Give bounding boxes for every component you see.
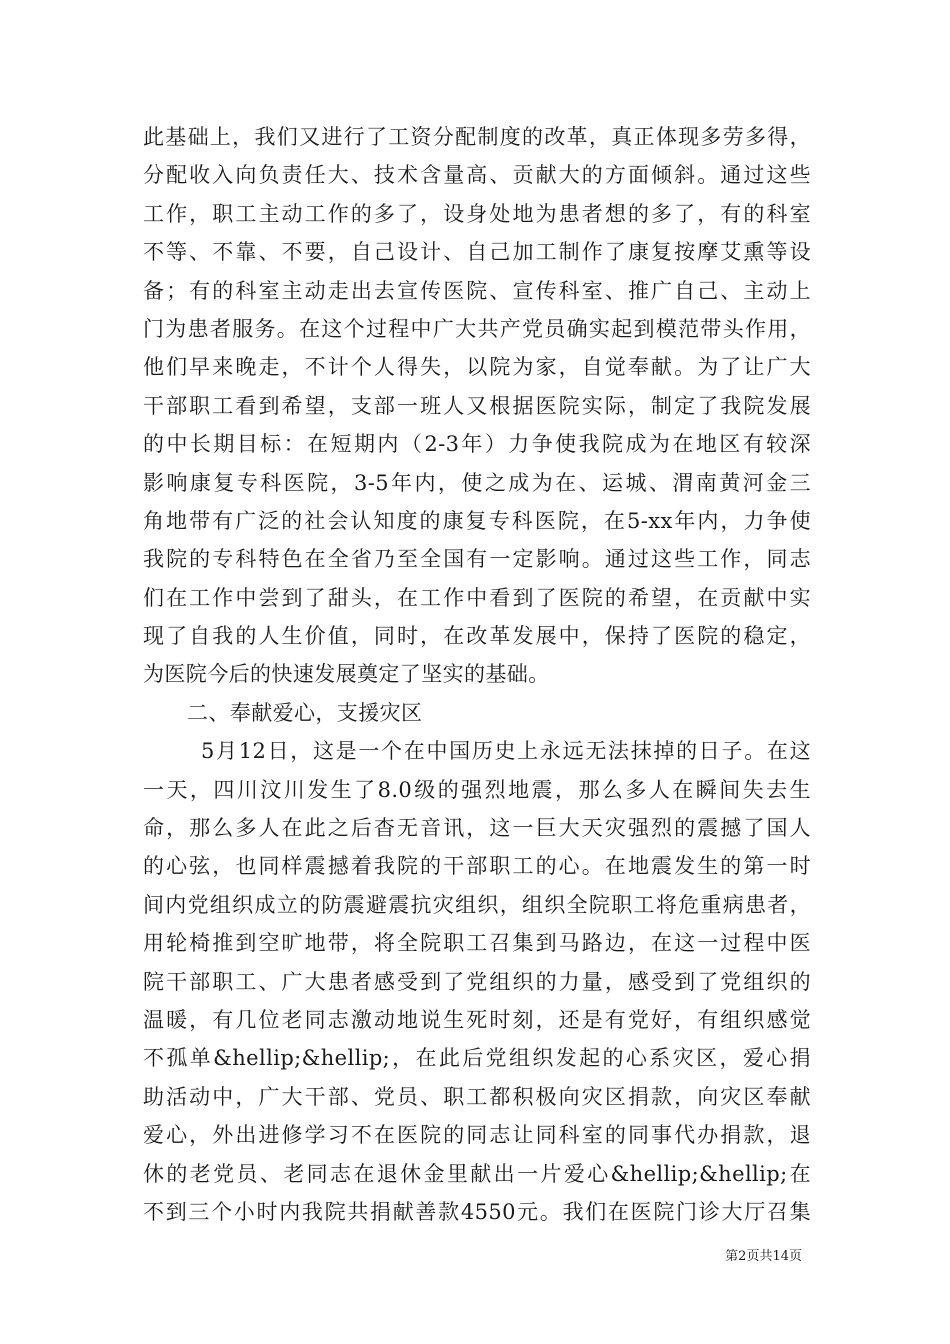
text-line: 不到三个小时内我院共捐献善款4550元。我们在医院门诊大厅召集: [143, 1199, 811, 1224]
text-line: 们在工作中尝到了甜头，在工作中看到了医院的希望，在贡献中实: [143, 585, 811, 610]
text-line: 不孤单&hellip;&hellip;，在此后党组织发起的心系灾区，爱心捐: [143, 1046, 811, 1071]
text-line: 的中长期目标：在短期内（2-3年）力争使我院成为在地区有较深: [143, 432, 811, 457]
text-line: 5月12日，这是一个在中国历史上永远无法抹掉的日子。在这: [201, 739, 811, 764]
text-line: 为医院今后的快速发展奠定了坚实的基础。: [143, 662, 550, 687]
text-line: 用轮椅推到空旷地带，将全院职工召集到马路边，在这一过程中医: [143, 931, 811, 956]
text-line: 院干部职工、广大患者感受到了党组织的力量，感受到了党组织的: [143, 969, 811, 994]
text-line: 影响康复专科医院，3-5年内，使之成为在、运城、渭南黄河金三: [143, 470, 811, 495]
text-line: 备；有的科室主动走出去宣传医院、宣传科室、推广自己、主动上: [143, 278, 811, 303]
text-line: 休的老党员、老同志在退休金里献出一片爱心&hellip;&hellip;在: [143, 1161, 811, 1186]
text-line: 助活动中，广大干部、党员、职工都积极向灾区捐款，向灾区奉献: [143, 1084, 811, 1109]
text-line: 命，那么多人在此之后杳无音讯，这一巨大天灾强烈的震撼了国人: [143, 816, 811, 841]
text-line: 分配收入向负责任大、技术含量高、贡献大的方面倾斜。通过这些: [143, 163, 811, 188]
text-line: 此基础上，我们又进行了工资分配制度的改革，真正体现多劳多得，: [143, 125, 811, 149]
text-line: 间内党组织成立的防震避震抗灾组织，组织全院职工将危重病患者，: [143, 892, 811, 917]
text-line: 现了自我的人生价值，同时，在改革发展中，保持了医院的稳定，: [143, 624, 811, 649]
text-line: 爱心，外出进修学习不在医院的同志让同科室的同事代办捐款，退: [143, 1123, 811, 1148]
text-line: 温暖，有几位老同志激动地说生死时刻，还是有党好，有组织感觉: [143, 1007, 811, 1032]
text-line: 的心弦，也同样震撼着我院的干部职工的心。在地震发生的第一时: [143, 854, 811, 879]
text-line: 一天，四川汶川发生了8.0级的强烈地震，那么多人在瞬间失去生: [143, 777, 811, 802]
text-line: 我院的专科特色在全省乃至全国有一定影响。通过这些工作，同志: [143, 547, 811, 572]
text-line: 不等、不靠、不要，自己设计、自己加工制作了康复按摩艾熏等设: [143, 240, 811, 265]
text-line: 门为患者服务。在这个过程中广大共产党员确实起到模范带头作用，: [143, 316, 811, 341]
page-number: 第2页共14页: [725, 1249, 802, 1264]
text-line: 工作，职工主动工作的多了，设身处地为患者想的多了，有的科室: [143, 201, 811, 226]
section-heading: 二、奉献爱心，支援灾区: [187, 700, 423, 725]
text-line: 干部职工看到希望，支部一班人又根据医院实际，制定了我院发展: [143, 393, 811, 418]
text-line: 角地带有广泛的社会认知度的康复专科医院，在5-xx年内，力争使: [143, 508, 811, 533]
body-text: [143, 118, 811, 1231]
text-line: 他们早来晚走，不计个人得失，以院为家，自觉奉献。为了让广大: [143, 355, 811, 380]
